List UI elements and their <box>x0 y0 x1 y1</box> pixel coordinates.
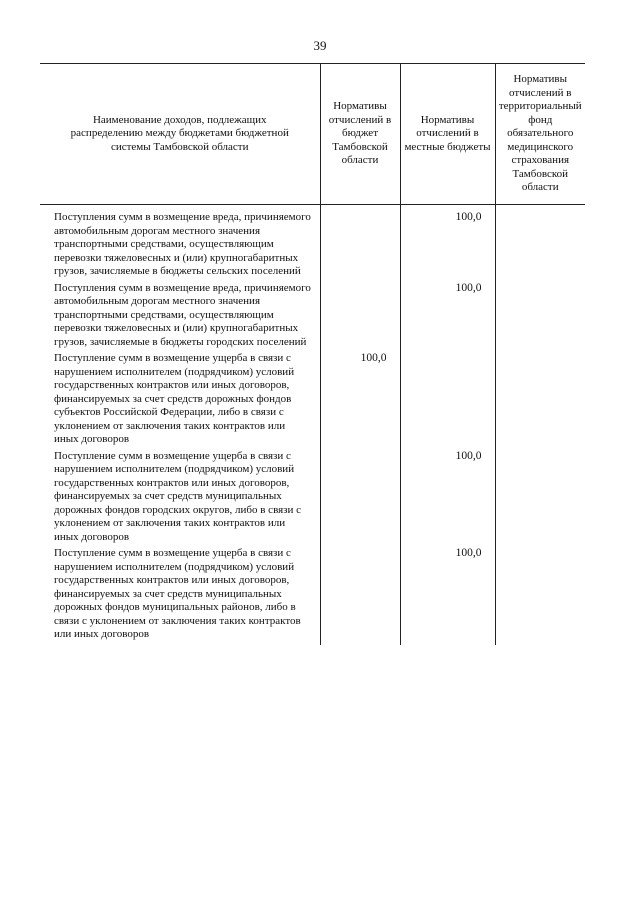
table-row <box>40 282 585 353</box>
header-regional-budget: Нормативы отчислений в бюджет Тамбовской области <box>320 64 400 205</box>
header-revenue-name: Наименование доходов, подлежащих распределению между бюджетами бюджетной системы Тамбовской области <box>40 64 320 205</box>
regional-norm-cell <box>320 282 400 353</box>
revenue-name-cell: Поступления сумм в возмещение вреда, причиняемого автомобильным дорогам местного значения транспортными средствами, осуществляющим перевозки тяжеловесных и (или) крупногабаритных грузов, зачисляемые в бюджеты сельских поселений <box>54 211 311 277</box>
table-row <box>40 547 585 645</box>
header-local-budgets: Нормативы отчислений в местные бюджеты <box>400 64 495 205</box>
table-header-row <box>40 64 585 205</box>
revenue-name-cell: Поступление сумм в возмещение ущерба в связи с нарушением исполнителем (подрядчиком) условий государственных контрактов или иных договоров, финансируемых за счет средств дорожных фондов субъектов Российской Федерации, либо в связи с уклонением от заключения таких контрактов или иных договоров <box>54 352 295 445</box>
fund-norm-cell <box>495 211 585 282</box>
local-norm-cell: 100,0 <box>400 211 495 282</box>
local-norm-cell <box>400 352 495 450</box>
page-number: 39 <box>313 38 327 53</box>
revenue-name-cell: Поступления сумм в возмещение вреда, причиняемого автомобильным дорогам местного значения транспортными средствами, осуществляющим перевозки тяжеловесных и (или) крупногабаритных грузов, зачисляемые в бюджеты городских поселений <box>54 281 311 348</box>
fund-norm-cell <box>495 352 585 450</box>
header-medical-fund: Нормативы отчислений в территориальный фонд обязательного медицинского страхования Тамбовской области <box>495 64 585 205</box>
regional-norm-cell <box>320 211 400 282</box>
fund-norm-cell <box>495 450 585 548</box>
local-norm-cell: 100,0 <box>400 282 495 353</box>
revenue-name-cell: Поступление сумм в возмещение ущерба в связи с нарушением исполнителем (подрядчиком) условий государственных контрактов или иных договоров, финансируемых за счет средств муниципальных дорожных фондов городских округов, либо в связи с уклонением от заключения таких контрактов или иных договоров <box>54 449 302 543</box>
fund-norm-cell <box>495 547 585 645</box>
revenue-norms-table <box>40 63 585 645</box>
regional-norm-cell <box>320 450 400 548</box>
table-row <box>40 211 585 282</box>
local-norm-cell: 100,0 <box>400 547 495 645</box>
local-norm-cell: 100,0 <box>400 450 495 548</box>
table-row <box>40 352 585 450</box>
regional-norm-cell: 100,0 <box>320 352 400 450</box>
table-row <box>40 450 585 548</box>
fund-norm-cell <box>495 282 585 353</box>
regional-norm-cell <box>320 547 400 645</box>
revenue-name-cell: Поступление сумм в возмещение ущерба в связи с нарушением исполнителем (подрядчиком) условий государственных контрактов или иных договоров, финансируемых за счет средств муниципальных дорожных фондов муниципальных районов, либо в связи с уклонением от заключения таких контрактов или иных договоров <box>54 547 301 640</box>
